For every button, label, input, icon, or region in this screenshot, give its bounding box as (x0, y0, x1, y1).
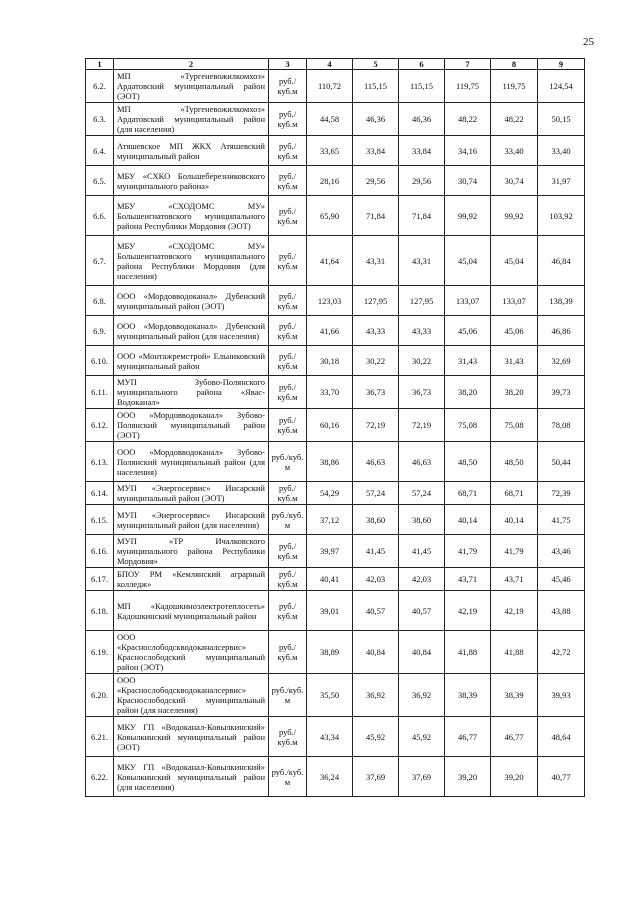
tariff-value: 48,22 (445, 103, 491, 136)
tariff-value: 127,95 (399, 286, 445, 316)
tariff-value: 41,45 (399, 535, 445, 568)
tariff-value: 119,75 (491, 70, 538, 103)
tariff-value: 39,73 (538, 376, 585, 409)
tariff-value: 71,84 (353, 196, 399, 236)
organization-name: МУП Зубово-Полянского муниципального района «Явас-Водоканал» (114, 376, 269, 409)
unit-of-measure: руб./куб.м (269, 316, 307, 346)
tariff-value: 103,92 (538, 196, 585, 236)
tariff-value: 45,92 (399, 717, 445, 757)
row-number: 6.3. (86, 103, 114, 136)
column-header: 8 (491, 59, 538, 70)
tariff-value: 57,24 (353, 482, 399, 505)
table-row (86, 674, 585, 717)
tariff-value: 46,36 (353, 103, 399, 136)
tariff-value: 40,57 (353, 591, 399, 631)
table-row (86, 631, 585, 674)
organization-name: ООО «Краснослободскводоканалсервис» Краснослободский муниципальный район (для населения) (114, 674, 269, 717)
row-number: 6.4. (86, 136, 114, 166)
tariff-value: 133,07 (491, 286, 538, 316)
tariff-value: 38,89 (307, 631, 353, 674)
table-row (86, 103, 585, 136)
tariff-value: 41,64 (307, 236, 353, 286)
tariff-value: 41,79 (445, 535, 491, 568)
tariff-value: 40,14 (491, 505, 538, 535)
tariff-value: 36,92 (399, 674, 445, 717)
organization-name: ООО «Мордовводоканал» Зубово-Полянский муниципальный район (ЭОТ) (114, 409, 269, 442)
organization-name: МП «Тургеневожилкомхоз» Ардатовский муниципальный район (ЭОТ) (114, 70, 269, 103)
tariff-value: 68,71 (491, 482, 538, 505)
row-number: 6.10. (86, 346, 114, 376)
table-row (86, 376, 585, 409)
tariff-value: 115,15 (353, 70, 399, 103)
unit-of-measure: руб./куб.м (269, 236, 307, 286)
organization-name: ООО «Мордовводоканал» Дубенский муниципальный район (для населения) (114, 316, 269, 346)
tariff-value: 38,39 (445, 674, 491, 717)
tariff-value: 40,77 (538, 757, 585, 797)
tariff-value: 65,90 (307, 196, 353, 236)
tariff-value: 31,43 (491, 346, 538, 376)
tariff-value: 32,69 (538, 346, 585, 376)
tariff-value: 50,15 (538, 103, 585, 136)
tariff-value: 42,19 (445, 591, 491, 631)
organization-name: МБУ «СХКО Большеберезниковского муниципального района» (114, 166, 269, 196)
tariff-value: 40,84 (399, 631, 445, 674)
tariff-value: 43,34 (307, 717, 353, 757)
tariff-value: 72,39 (538, 482, 585, 505)
tariff-value: 42,72 (538, 631, 585, 674)
tariff-value: 48,50 (445, 442, 491, 482)
tariff-value: 31,43 (445, 346, 491, 376)
tariff-value: 41,88 (445, 631, 491, 674)
table-row (86, 70, 585, 103)
tariff-value: 75,08 (491, 409, 538, 442)
organization-name: БПОУ РМ «Кемлянский аграрный колледж» (114, 568, 269, 591)
organization-name: ООО «Мордовводоканал» Зубово-Полянский муниципальный район (для населения) (114, 442, 269, 482)
tariff-value: 38,20 (491, 376, 538, 409)
tariff-value: 133,07 (445, 286, 491, 316)
tariff-value: 41,45 (353, 535, 399, 568)
unit-of-measure: руб./куб.м (269, 376, 307, 409)
tariff-value: 43,31 (399, 236, 445, 286)
unit-of-measure: руб./куб.м (269, 286, 307, 316)
row-number: 6.20. (86, 674, 114, 717)
tariff-value: 31,97 (538, 166, 585, 196)
tariff-value: 99,92 (445, 196, 491, 236)
table-row (86, 236, 585, 286)
tariff-value: 44,58 (307, 103, 353, 136)
organization-name: МП «Кадошкиноэлектротеплосеть» Кадошкинский муниципальный район (114, 591, 269, 631)
tariff-value: 48,64 (538, 717, 585, 757)
unit-of-measure: руб./куб.м (269, 535, 307, 568)
tariff-value: 38,39 (491, 674, 538, 717)
tariff-value: 46,84 (538, 236, 585, 286)
tariff-value: 115,15 (399, 70, 445, 103)
row-number: 6.14. (86, 482, 114, 505)
tariff-value: 38,60 (353, 505, 399, 535)
unit-of-measure: руб./куб.м (269, 346, 307, 376)
tariff-value: 42,03 (399, 568, 445, 591)
organization-name: ООО «Краснослободскводоканалсервис» Краснослободский муниципальный район (ЭОТ) (114, 631, 269, 674)
table-row (86, 591, 585, 631)
unit-of-measure: руб./куб.м (269, 103, 307, 136)
column-header: 7 (445, 59, 491, 70)
tariff-value: 99,92 (491, 196, 538, 236)
tariff-value: 39,01 (307, 591, 353, 631)
tariff-value: 29,56 (353, 166, 399, 196)
row-number: 6.19. (86, 631, 114, 674)
organization-name: МП «Тургеневожилкомхоз» Ардатовский муниципальный район (для населения) (114, 103, 269, 136)
tariff-value: 33,40 (538, 136, 585, 166)
unit-of-measure: руб./куб.м (269, 196, 307, 236)
table-row (86, 346, 585, 376)
tariff-value: 72,19 (399, 409, 445, 442)
tariff-value: 40,41 (307, 568, 353, 591)
unit-of-measure: руб./куб.м (269, 70, 307, 103)
unit-of-measure: руб./куб.м (269, 591, 307, 631)
column-header: 6 (399, 59, 445, 70)
tariff-value: 45,06 (491, 316, 538, 346)
tariff-value: 46,77 (491, 717, 538, 757)
row-number: 6.12. (86, 409, 114, 442)
tariff-value: 48,50 (491, 442, 538, 482)
row-number: 6.5. (86, 166, 114, 196)
tariff-value: 34,16 (445, 136, 491, 166)
tariff-value: 30,74 (445, 166, 491, 196)
row-number: 6.11. (86, 376, 114, 409)
tariff-value: 50,44 (538, 442, 585, 482)
tariff-value: 46,36 (399, 103, 445, 136)
tariff-value: 46,63 (399, 442, 445, 482)
tariff-value: 41,88 (491, 631, 538, 674)
tariff-value: 75,08 (445, 409, 491, 442)
unit-of-measure: руб./куб. м (269, 505, 307, 535)
unit-of-measure: руб./куб. м (269, 757, 307, 797)
row-number: 6.18. (86, 591, 114, 631)
table-row (86, 568, 585, 591)
tariff-value: 124,54 (538, 70, 585, 103)
table-row (86, 535, 585, 568)
tariff-value: 71,84 (399, 196, 445, 236)
organization-name: МУП «Энергосервис» Инсарский муниципальный район (ЭОТ) (114, 482, 269, 505)
row-number: 6.13. (86, 442, 114, 482)
row-number: 6.9. (86, 316, 114, 346)
row-number: 6.7. (86, 236, 114, 286)
tariff-value: 45,06 (445, 316, 491, 346)
tariff-value: 60,16 (307, 409, 353, 442)
table-row (86, 505, 585, 535)
tariff-value: 36,73 (399, 376, 445, 409)
unit-of-measure: руб./куб.м (269, 136, 307, 166)
tariff-value: 33,40 (491, 136, 538, 166)
organization-name: ООО «Мордовводоканал» Дубенский муниципальный район (ЭОТ) (114, 286, 269, 316)
tariff-value: 43,46 (538, 535, 585, 568)
tariff-value: 37,69 (353, 757, 399, 797)
table-row (86, 136, 585, 166)
tariff-value: 43,71 (491, 568, 538, 591)
organization-name: ООО «Монтажремстрой» Ельниковский муниципальный район (114, 346, 269, 376)
tariff-value: 43,71 (445, 568, 491, 591)
table-row (86, 717, 585, 757)
tariff-value: 48,22 (491, 103, 538, 136)
tariff-value: 43,31 (353, 236, 399, 286)
tariff-value: 37,69 (399, 757, 445, 797)
organization-name: Атяшевское МП ЖКХ Атяшевский муниципальный район (114, 136, 269, 166)
tariff-value: 40,57 (399, 591, 445, 631)
unit-of-measure: руб./куб.м (269, 409, 307, 442)
tariff-value: 38,60 (399, 505, 445, 535)
unit-of-measure: руб./куб.м (269, 482, 307, 505)
column-header: 5 (353, 59, 399, 70)
tariff-value: 40,14 (445, 505, 491, 535)
tariff-value: 33,70 (307, 376, 353, 409)
unit-of-measure: руб./куб. м (269, 674, 307, 717)
tariff-value: 119,75 (445, 70, 491, 103)
tariff-value: 40,84 (353, 631, 399, 674)
organization-name: МКУ ГП «Водоканал-Ковылкинский» Ковылкинский муниципальный район (ЭОТ) (114, 717, 269, 757)
tariff-value: 43,33 (399, 316, 445, 346)
tariff-value: 28,16 (307, 166, 353, 196)
table-row (86, 757, 585, 797)
column-header: 1 (86, 59, 114, 70)
table-row (86, 316, 585, 346)
tariff-value: 43,88 (538, 591, 585, 631)
tariff-value: 30,22 (353, 346, 399, 376)
tariff-value: 37,12 (307, 505, 353, 535)
tariff-value: 45,46 (538, 568, 585, 591)
organization-name: МУП «Энергосервис» Инсарский муниципальный район (для населения) (114, 505, 269, 535)
tariff-value: 33,65 (307, 136, 353, 166)
organization-name: МБУ «СХОДОМС МУ» Большеигнатовского муниципального района Республики Мордовия (ЭОТ) (114, 196, 269, 236)
tariff-value: 33,84 (353, 136, 399, 166)
tariff-value: 41,66 (307, 316, 353, 346)
row-number: 6.16. (86, 535, 114, 568)
tariff-value: 123,03 (307, 286, 353, 316)
tariff-value: 45,04 (491, 236, 538, 286)
tariff-table (85, 58, 585, 797)
tariff-value: 45,92 (353, 717, 399, 757)
tariff-value: 78,08 (538, 409, 585, 442)
tariff-value: 30,22 (399, 346, 445, 376)
row-number: 6.21. (86, 717, 114, 757)
tariff-value: 138,39 (538, 286, 585, 316)
tariff-value: 39,20 (445, 757, 491, 797)
tariff-value: 68,71 (445, 482, 491, 505)
unit-of-measure: руб./куб.м (269, 717, 307, 757)
tariff-value: 35,50 (307, 674, 353, 717)
tariff-value: 45,04 (445, 236, 491, 286)
unit-of-measure: руб./куб.м (269, 631, 307, 674)
tariff-value: 30,74 (491, 166, 538, 196)
tariff-value: 43,33 (353, 316, 399, 346)
row-number: 6.15. (86, 505, 114, 535)
column-header: 9 (538, 59, 585, 70)
tariff-value: 39,93 (538, 674, 585, 717)
unit-of-measure: руб./куб.м (269, 166, 307, 196)
tariff-value: 33,84 (399, 136, 445, 166)
unit-of-measure: руб./куб. м (269, 442, 307, 482)
tariff-value: 46,63 (353, 442, 399, 482)
row-number: 6.6. (86, 196, 114, 236)
tariff-value: 46,86 (538, 316, 585, 346)
tariff-value: 41,75 (538, 505, 585, 535)
organization-name: МУП «ТР Ичалковского муниципального района Республики Мордовия» (114, 535, 269, 568)
tariff-value: 38,20 (445, 376, 491, 409)
tariff-value: 42,03 (353, 568, 399, 591)
tariff-value: 30,18 (307, 346, 353, 376)
column-header: 4 (307, 59, 353, 70)
tariff-value: 46,77 (445, 717, 491, 757)
organization-name: МКУ ГП «Водоканал-Ковылкинский» Ковылкинский муниципальный район (для населения) (114, 757, 269, 797)
table-header-row (86, 59, 585, 70)
tariff-value: 110,72 (307, 70, 353, 103)
tariff-value: 42,19 (491, 591, 538, 631)
unit-of-measure: руб./куб.м (269, 568, 307, 591)
row-number: 6.2. (86, 70, 114, 103)
tariff-value: 39,97 (307, 535, 353, 568)
table-row (86, 196, 585, 236)
tariff-value: 36,24 (307, 757, 353, 797)
tariff-value: 38,86 (307, 442, 353, 482)
tariff-value: 29,56 (399, 166, 445, 196)
table-row (86, 409, 585, 442)
table-row (86, 442, 585, 482)
column-header: 3 (269, 59, 307, 70)
tariff-value: 36,92 (353, 674, 399, 717)
row-number: 6.8. (86, 286, 114, 316)
tariff-value: 36,73 (353, 376, 399, 409)
table-row (86, 166, 585, 196)
row-number: 6.17. (86, 568, 114, 591)
tariff-value: 57,24 (399, 482, 445, 505)
tariff-value: 72,19 (353, 409, 399, 442)
organization-name: МБУ «СХОДОМС МУ» Большеигнатовского муниципального района Республики Мордовия (для населения) (114, 236, 269, 286)
tariff-value: 54,29 (307, 482, 353, 505)
tariff-value: 39,20 (491, 757, 538, 797)
row-number: 6.22. (86, 757, 114, 797)
page-number: 25 (583, 36, 594, 48)
tariff-value: 127,95 (353, 286, 399, 316)
table-row (86, 286, 585, 316)
tariff-value: 41,79 (491, 535, 538, 568)
table-row (86, 482, 585, 505)
column-header: 2 (114, 59, 269, 70)
